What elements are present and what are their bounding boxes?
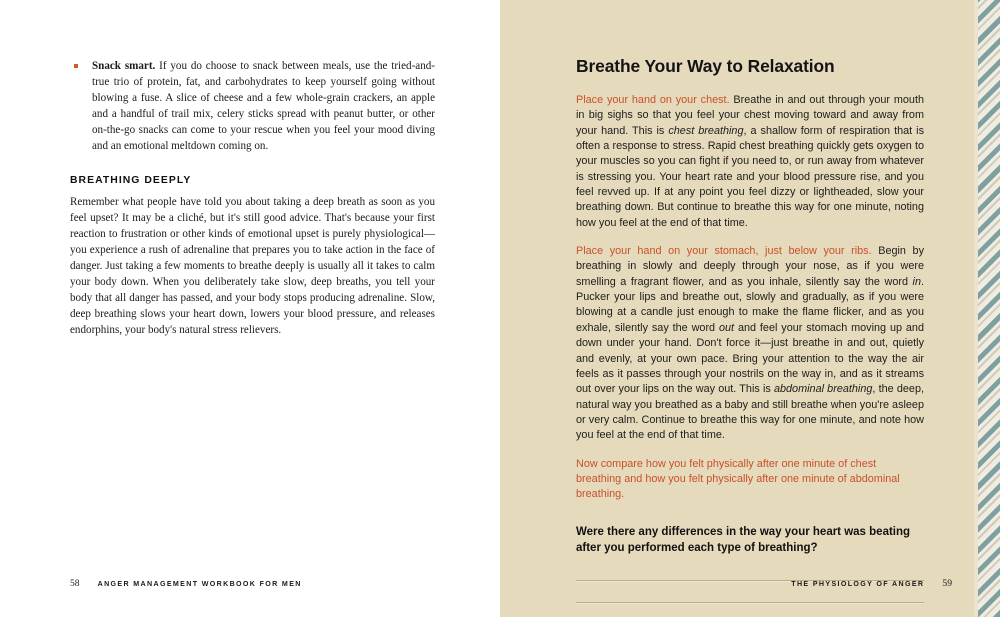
para2-body-a: Begin by breathing in slowly and deeply through your nose, as if you were smelling a fragrant flower, and as you inhale, silently say the word [576,245,924,288]
list-item-text: If you do choose to snack between meals, use the tried-and-true trio of protein, fat, and carbohydrates to keep yourself going without blowing a fuse. A slice of cheese and a few whole-grain crackers, an apple and a handful of trail mix, celery sticks spread with peanut butter, or other on-the-go snacks can come to your rescue when you feel your mood diving and an emotional meltdown coming on. [92,60,435,153]
list-item-lead: Snack smart. [92,60,156,72]
para2-body-c: and feel your stomach moving up and down under your hand. Don't force it—just breathe in and out, quietly and evenly, at your own pace. Bring your attention to the way the air feels as it passes through your nostrils on the way in, and as it streams out over your lips on the way out. This is [576,321,924,396]
para1-body-a: Breathe in and out through your mouth in big sighs so that you feel your chest moving toward and away from your hand. This is [576,94,925,137]
accent-instruction-paragraph: Now compare how you felt physically after one minute of chest breathing and how you felt physically after one minute of abdominal breathing. [576,457,900,501]
left-page-content [70,58,435,338]
para1-italic-a: chest breathing [668,124,744,137]
right-running-title: THE PHYSIOLOGY OF ANGER [791,580,925,588]
para2-body-d: , the deep, natural way you breathed as a baby and still breathe when you're asleep or very calm. Continue to breathe this way for one minute, and note how you feel at the end of that time. [576,383,924,442]
left-page-number: 58 [70,578,80,589]
accent-lead-2: Place your hand on your stomach, just below your ribs. [576,245,872,258]
right-page-content [576,56,924,617]
page-title: Breathe Your Way to Relaxation [576,56,835,76]
right-page-footer [791,578,952,589]
right-page-number: 59 [942,578,952,589]
para2-italic-a: in [912,275,921,288]
accent-lead-1: Place your hand on your chest. [576,94,730,106]
square-bullet-icon [74,64,78,68]
reflection-question: Were there any differences in the way your heart was beating after you performed each type of breathing? [576,525,911,554]
left-page-footer [70,578,302,589]
section-heading: BREATHING DEEPLY [70,174,192,186]
para2-italic-b: out [718,321,735,334]
para1-body-b: , a shallow form of respiration that is often a response to stress. Rapid chest breathing quickly gets oxygen to your muscles so you can fight if you need to, or run away from whatever is stressing you. Your heart rate and your blood pressure rise, and you feel revved up. If at any point you feel dizzy or lightheaded, slow your breathing down. But continue to breathe this way for one minute, noting how you feel at the end of that time. [576,124,924,229]
answer-line[interactable] [576,602,924,603]
para2-italic-c: abdominal breathing [773,383,873,396]
right-page [500,0,1000,617]
diagonal-stripe-band-decoration [978,0,1000,617]
para2-body-b: . Pucker your lips and breathe out, slowly and gradually, as if you were blowing at a candle just enough to make the flame flicker, and as you exhale, silently say the word [576,275,924,334]
exercise-paragraph-1 [576,93,924,231]
left-body-paragraph: Remember what people have told you about taking a deep breath as soon as you feel upset? It may be a cliché, but it's still good advice. That's because your first reaction to frustration or other kinds of emotional upset is purely physiological—you experience a rush of adrenaline that prepares you to take action in the face of danger. Just taking a few moments to breathe deeply is usually all it takes to calm your body down. When you deliberately take slow, deep breaths, you tell your body that all danger has passed, and your body stops producing adrenaline. Slow, deep breathing slows your heart down, lowers your blood pressure, and releases endorphins, your body's natural stress relievers. [70,195,435,337]
list-item [70,58,435,155]
exercise-paragraph-2 [576,244,924,443]
left-running-title: ANGER MANAGEMENT WORKBOOK FOR MEN [97,580,302,588]
